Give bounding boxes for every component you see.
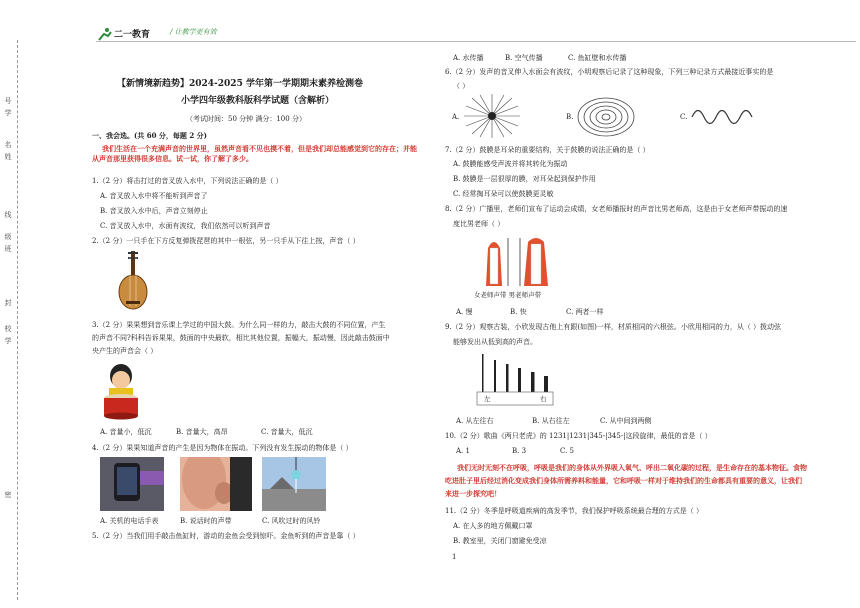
q6-option-a[interactable]: A. xyxy=(452,113,460,121)
title-line1: 【新情境新趋势】2024-2025 学年第一学期期末素养检测卷 xyxy=(117,79,363,89)
burst-figure xyxy=(462,92,522,140)
pipa-image xyxy=(116,249,150,311)
margin-label: 学 xyxy=(4,337,12,345)
logo-text: 二一教育 xyxy=(114,29,151,39)
binding-margin xyxy=(0,0,28,608)
q9-label-right: 右 xyxy=(540,395,547,403)
ripple-figure xyxy=(576,96,636,138)
q9-label-left: 左 xyxy=(484,395,491,403)
q10-stem: 10.（2 分）歌曲《两只老虎》的 1231|1231|345-|345-|这段旋律，最低的音是（ ） xyxy=(445,432,712,440)
header-slogan: / 让教学更有效 xyxy=(170,28,217,36)
section1-intro: 我们生活在一个充满声音的世界里，虽然声音看不见也摸不着，但是我们却总能感觉到它的存在；并能从声音那里获得很多信息。试一试，你了解了多少。 xyxy=(92,144,417,163)
q6-stem2: （ ） xyxy=(453,82,470,90)
margin-label: 号 xyxy=(4,97,12,105)
q1-option-c[interactable]: C. 音叉放入水中，水面有波纹，我们依然可以听到声音 xyxy=(100,222,271,230)
q7-option-a[interactable]: A. 鼓膜能感受声波并将其转化为振动 xyxy=(453,160,568,168)
section1-heading: 一、我会选。(共 60 分，每题 2 分) xyxy=(92,131,207,140)
q4-option-c[interactable]: C. 风吹过时的风铃 xyxy=(262,517,321,525)
q3-stem2: 的声音不同?科科告诉果果，鼓面的中央最软，相比其他位置，振幅大，振动慢，因此敲击鼓面中 xyxy=(92,334,390,342)
q1-option-b[interactable]: B. 音叉放入水中后，声音立刻停止 xyxy=(100,207,208,215)
q1-stem: 1.（2 分）将击打过的音叉放入水中，下列说法正确的是（ ） xyxy=(92,177,283,185)
page-number: 1 xyxy=(452,553,457,561)
q7-option-b[interactable]: B. 鼓膜是一层很厚的膜，对耳朵起到保护作用 xyxy=(453,175,596,183)
q3-stem1: 3.（2 分）果果想到音乐课上学过的中国大鼓。为什么同一样的力，敲击大鼓的不同位置，产生 xyxy=(92,321,386,329)
slogan-text: 让教学更有效 xyxy=(174,28,217,36)
q6-option-b[interactable]: B. xyxy=(566,113,574,121)
q8-option-b[interactable]: B. 快 xyxy=(510,308,527,316)
q3-option-b[interactable]: B. 音量大，高昂 xyxy=(176,428,228,436)
margin-label: 线 xyxy=(4,211,12,219)
watch-photo xyxy=(100,457,164,511)
q9-stem2: 能够发出从低到高的声音。 xyxy=(453,338,537,346)
q5-option-a[interactable]: A. 水传播 xyxy=(453,54,484,62)
title-line3: （考试时间：50 分钟 满分：100 分） xyxy=(186,115,306,123)
q9-option-c[interactable]: C. 从中间到两侧 xyxy=(600,417,652,425)
q9-stem1: 9.（2 分）观察古装，小欣发现古他上有跟(如图)一样，材质相同的六根弦。小欣用相同的力，从（ ）拨动弦 xyxy=(445,323,782,331)
margin-label: 姓 xyxy=(4,153,12,161)
q5-option-b[interactable]: B. 空气传播 xyxy=(505,54,543,62)
q10-option-c[interactable]: C. 5 xyxy=(560,447,575,455)
q7-stem: 7.（2 分）鼓膜是耳朵的重要结构，关于鼓膜的说法正确的是（ ） xyxy=(445,146,650,154)
drum-child-image xyxy=(100,362,142,420)
throat-photo xyxy=(180,457,252,511)
margin-label: 密 xyxy=(4,491,12,499)
q8-stem1: 8.（2 分）广播里，老师们宣布了运动会成绩，女老师播报时的声音比男老师高，这是由于女老师声带振动的速 xyxy=(445,205,788,213)
section2-intro: 我们无时无刻不在呼吸，呼吸是我们的身体从外界吸入氧气、呼出二氧化碳的过程，是生命存在的基本物征。食物吃进肚子里后经过消化变成我们身体所需养料和能量，它和呼吸一样对于维持我们的生命都具有重要的意义，让我们来进一步探究吧！ xyxy=(445,463,807,498)
wave-figure xyxy=(690,104,758,130)
q4-option-a[interactable]: A. 关机的电话手表 xyxy=(100,517,159,525)
q5-stem: 5.（2 分）当我们用手敲击鱼缸时，游动的金鱼会受到惊吓。金鱼听到的声音是靠（ ） xyxy=(92,532,360,540)
q6-stem1: 6.（2 分）发声的音叉伸入水面会有波纹，小明观察后记录了这种现象，下列三种记录方式最接近事实的是 xyxy=(445,68,774,76)
q6-option-c[interactable]: C. xyxy=(680,113,688,121)
margin-label: 名 xyxy=(4,141,12,149)
title-line2: 小学四年级教科版科学试题（含解析） xyxy=(181,96,335,106)
margin-label: 校 xyxy=(4,325,12,333)
q4-option-b[interactable]: B. 说话时的声带 xyxy=(180,517,232,525)
q8-caption: 女老师声带 男老师声带 xyxy=(474,291,542,299)
q3-option-c[interactable]: C. 音量大，低沉 xyxy=(261,428,313,436)
q10-option-b[interactable]: B. 3 xyxy=(512,447,527,455)
q9-option-b[interactable]: B. 从右往左 xyxy=(532,417,570,425)
q11-option-a[interactable]: A. 在人多的地方佩戴口罩 xyxy=(453,522,533,530)
q2-stem: 2.（2 分）一只手在下方反复弹拨琵琶的其中一根弦，另一只手从下往上按，声音（ ） xyxy=(92,237,360,245)
q4-stem: 4.（2 分）果果知道声音的产生是因为物体在振动。下列没有发生振动的物体是（ ） xyxy=(92,444,353,452)
cut-line xyxy=(17,40,18,600)
q3-option-a[interactable]: A. 音量小，低沉 xyxy=(100,428,152,436)
q10-option-a[interactable]: A. 1 xyxy=(456,447,470,455)
q3-stem3: 央产生的声音会（ ） xyxy=(92,347,158,355)
logo-runner-icon xyxy=(96,27,114,41)
q11-option-b[interactable]: B. 教室里，关闭门窗避免受凉 xyxy=(453,537,547,545)
margin-label: 班 xyxy=(4,245,12,253)
q8-stem2: 度比男老师（ ） xyxy=(453,220,505,228)
q5-option-c[interactable]: C. 鱼缸壁和水传播 xyxy=(568,54,627,62)
margin-label: 级 xyxy=(4,233,12,241)
q7-option-c[interactable]: C. 经常掏耳朵可以使鼓膜更灵敏 xyxy=(453,190,554,198)
q1-option-a[interactable]: A. 音叉放入水中将不能听到声音了 xyxy=(100,192,208,200)
header-rule xyxy=(96,41,856,42)
q8-option-c[interactable]: C. 两者一样 xyxy=(566,308,604,316)
margin-label: 学 xyxy=(4,109,12,117)
q8-option-a[interactable]: A. 慢 xyxy=(456,308,473,316)
q11-stem: 11.（2 分）冬季是呼吸道疾病的高发季节，我们保护呼吸系统最合理的方式是（ ） xyxy=(445,507,704,515)
windchime-photo xyxy=(262,457,326,511)
q9-option-a[interactable]: A. 从左往右 xyxy=(456,417,494,425)
logo xyxy=(96,26,151,45)
vocal-cords-figure xyxy=(480,234,560,290)
margin-label: 封 xyxy=(4,299,12,307)
